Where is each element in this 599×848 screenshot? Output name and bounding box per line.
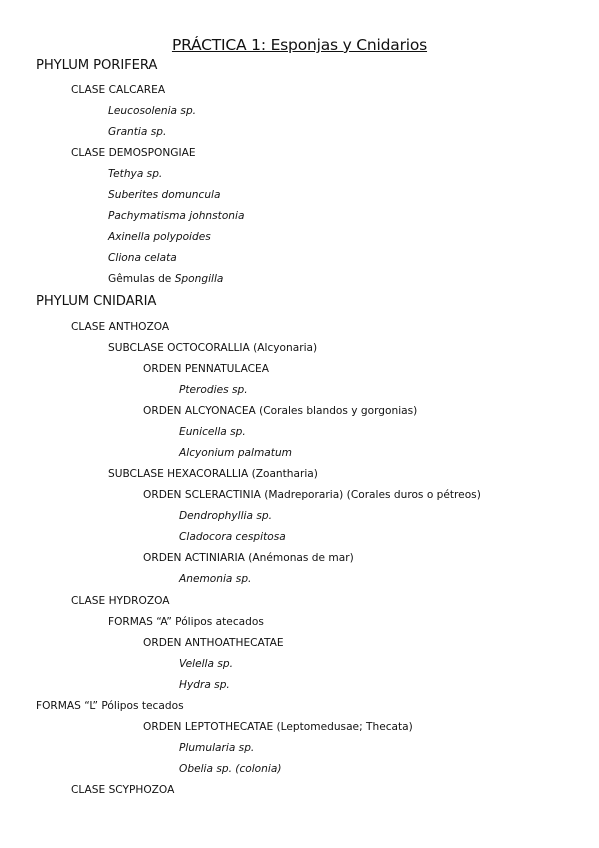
species-item: Cliona celata xyxy=(108,252,177,264)
species-item: Alcyonium palmatum xyxy=(179,447,292,459)
orden-alcyonacea: ORDEN ALCYONACEA (Corales blandos y gorgonias) xyxy=(143,405,418,417)
gemulas-item xyxy=(108,273,223,286)
clase-scyphozoa: CLASE SCYPHOZOA xyxy=(71,784,175,796)
phylum-cnidaria-heading: PHYLUM CNIDARIA xyxy=(36,294,157,309)
species-item: Anemonia sp. xyxy=(179,573,252,585)
species-item: Cladocora cespitosa xyxy=(179,531,286,543)
clase-hydrozoa: CLASE HYDROZOA xyxy=(71,595,170,607)
clase-calcarea: CLASE CALCAREA xyxy=(71,84,166,96)
clase-anthozoa: CLASE ANTHOZOA xyxy=(71,321,170,333)
formas-a: FORMAS “A” Pólipos atecados xyxy=(108,616,264,628)
orden-scleractinia: ORDEN SCLERACTINIA (Madreporaria) (Corales duros o pétreos) xyxy=(143,489,481,501)
species-item: Leucosolenia sp. xyxy=(108,105,197,117)
species-item: Tethya sp. xyxy=(108,168,163,180)
gemulas-genus: Spongilla xyxy=(174,273,224,285)
subclase-octocorallia: SUBCLASE OCTOCORALLIA (Alcyonaria) xyxy=(108,342,318,354)
formas-l: FORMAS “L” Pólipos tecados xyxy=(36,700,184,712)
species-item: Axinella polypoides xyxy=(108,231,211,243)
species-item: Obelia sp. (colonia) xyxy=(179,763,282,775)
orden-pennatulacea: ORDEN PENNATULACEA xyxy=(143,363,269,375)
species-item: Velella sp. xyxy=(179,658,233,670)
subclase-hexacorallia: SUBCLASE HEXACORALLIA (Zoantharia) xyxy=(108,468,318,480)
species-item: Grantia sp. xyxy=(108,126,167,138)
orden-anthoathecatae: ORDEN ANTHOATHECATAE xyxy=(143,637,284,649)
species-item: Suberites domuncula xyxy=(108,189,221,201)
orden-actiniaria: ORDEN ACTINIARIA (Anémonas de mar) xyxy=(143,552,354,564)
orden-leptothecatae: ORDEN LEPTOTHECATAE (Leptomedusae; Thecata) xyxy=(143,721,413,733)
species-item: Hydra sp. xyxy=(179,679,230,691)
phylum-porifera-heading: PHYLUM PORIFERA xyxy=(36,58,158,73)
species-item: Pterodies sp. xyxy=(179,384,248,396)
species-item: Eunicella sp. xyxy=(179,426,246,438)
clase-demospongiae: CLASE DEMOSPONGIAE xyxy=(71,147,196,159)
species-item: Plumularia sp. xyxy=(179,742,255,754)
gemulas-prefix: Gêmulas de xyxy=(108,273,175,285)
species-item: Pachymatisma johnstonia xyxy=(108,210,245,222)
page-title: PRÁCTICA 1: Esponjas y Cnidarios xyxy=(171,36,428,54)
species-item: Dendrophyllia sp. xyxy=(179,510,272,522)
